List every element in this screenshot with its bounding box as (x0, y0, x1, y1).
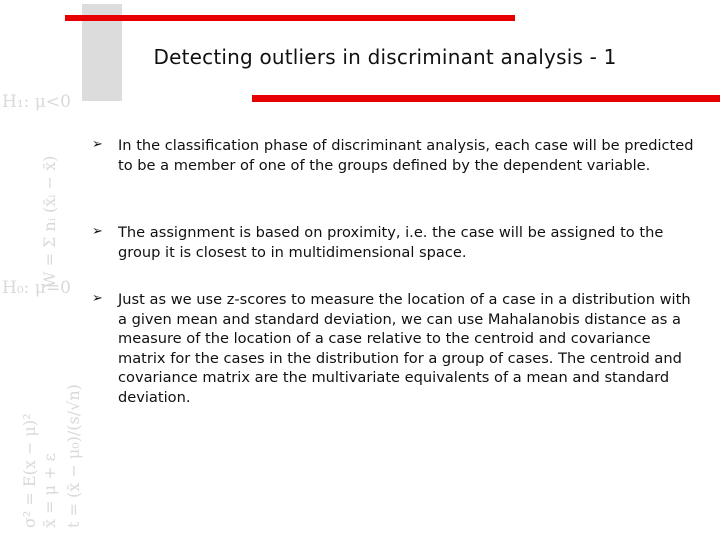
formula-mean: x̄ = μ + ε (40, 453, 59, 528)
arrow-bullet-icon: ➢ (92, 137, 103, 152)
slide-title: Detecting outliers in discriminant analysis - 1 (153, 45, 617, 69)
decorative-formula-strip (0, 88, 86, 538)
formula-h1: H₁: μ<0 (2, 92, 71, 112)
formula-w: W = Σ nᵢ (x̄ᵢ − x̄) (40, 155, 59, 288)
arrow-bullet-icon: ➢ (92, 224, 103, 239)
bullet-text: The assignment is based on proximity, i.e. the case will be assigned to the group it is closest to in multidimensional space. (118, 224, 664, 261)
top-red-bar (65, 15, 515, 21)
bullet-text: Just as we use z-scores to measure the location of a case in a distribution with a given mean and standard deviation, we can use Mahalanobis distance as a measure of the location of a case relative to the centroid and covariance matrix for the cases in the distribution for a group of cases. The centroid and covariance matrix are the multivariate equivalents of a mean and standard deviation. (118, 291, 691, 406)
formula-t: t = (x̄ − μ₀)/(s/√n) (64, 384, 83, 528)
bullet-text: In the classification phase of discriminant analysis, each case will be predicted to be a member of one of the groups defined by the dependent variable. (118, 137, 694, 174)
formula-sigma: σ² = E(x − μ)² (20, 413, 39, 528)
mid-red-bar (252, 95, 720, 102)
formula-h0: H₀: μ=0 (2, 278, 71, 298)
arrow-bullet-icon: ➢ (92, 291, 103, 306)
